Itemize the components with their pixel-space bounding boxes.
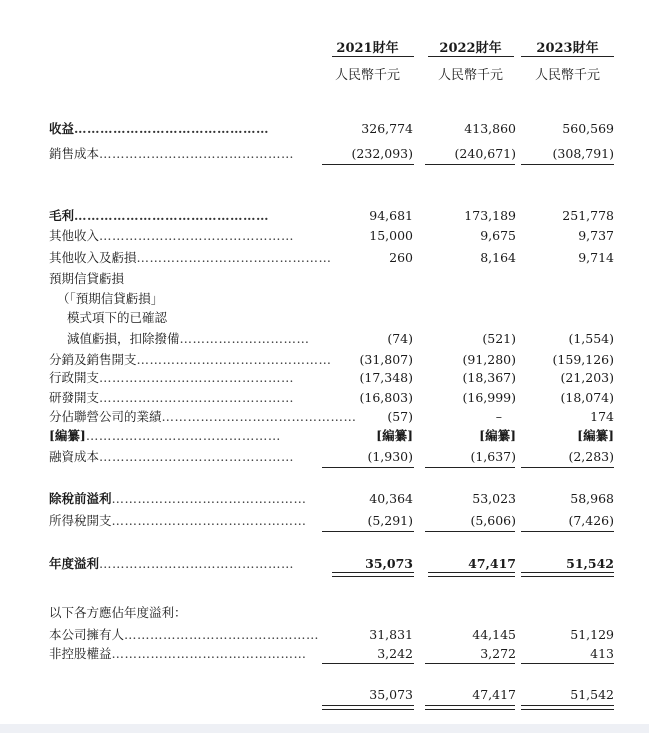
value-2021: 35,073: [365, 556, 413, 571]
value-2022: 3,272: [480, 646, 516, 661]
row-label: 其他收入及虧損………………………………………: [49, 250, 332, 265]
row-label: 本公司擁有人………………………………………: [49, 627, 320, 642]
row-gross-profit: [0, 205, 649, 227]
subtotal-rule: [425, 467, 515, 468]
value-2022: 413,860: [464, 121, 516, 136]
row-other-income: [0, 225, 649, 247]
row-other-gains-losses: [0, 247, 649, 269]
value-2021: (16,803): [359, 390, 413, 405]
value-2021: 3,242: [377, 646, 413, 661]
value-2023: 9,737: [578, 228, 614, 243]
subtotal-rule: [322, 663, 414, 664]
row-label: 行政開支………………………………………: [49, 370, 295, 385]
year-header-2021: 2021財年: [336, 41, 399, 56]
row-label: 分佔聯營公司的業績………………………………………: [49, 409, 357, 424]
value-2021: (1,930): [367, 449, 413, 464]
page-footer-band: [0, 724, 649, 733]
total-double-rule: [428, 572, 515, 577]
row-label: 預期信貸虧損: [49, 271, 125, 286]
value-2023: 251,778: [562, 208, 614, 223]
row-attributable-heading: [0, 602, 649, 624]
value-2022: 9,675: [480, 228, 516, 243]
total-double-rule: [332, 572, 414, 577]
unit-header: 人民幣千元: [534, 68, 600, 83]
row-non-controlling: [0, 643, 649, 665]
subtotal-rule: [322, 467, 414, 468]
value-2021: (17,348): [359, 370, 413, 385]
header-rule: [332, 56, 414, 57]
row-total: [0, 684, 649, 706]
value-2023: (159,126): [552, 352, 614, 367]
value-2021: 40,364: [369, 491, 413, 506]
value-2023: (1,554): [568, 331, 614, 346]
row-label: 所得稅開支………………………………………: [49, 513, 307, 528]
row-label: （「預期信貸虧損」: [57, 291, 164, 306]
row-income-tax: [0, 510, 649, 532]
total-double-rule: [425, 705, 515, 710]
value-2021: 35,073: [369, 687, 413, 702]
value-2022: (240,671): [454, 146, 516, 161]
row-label: 減值虧損，扣除撥備…………………………: [67, 331, 310, 346]
year-header-2022: 2022財年: [439, 41, 502, 56]
subtotal-rule: [521, 467, 614, 468]
subtotal-rule: [521, 531, 614, 532]
value-2021: (232,093): [351, 146, 413, 161]
row-label: 收益………………………………………: [49, 121, 270, 136]
value-2021: (31,807): [359, 352, 413, 367]
subtotal-rule: [425, 663, 515, 664]
value-2023: (18,074): [560, 390, 614, 405]
subtotal-rule: [521, 663, 614, 664]
row-ecl-impairment: [0, 328, 649, 350]
row-label: 非控股權益………………………………………: [49, 646, 307, 661]
row-ecl-line1: [0, 268, 649, 290]
value-2021: 94,681: [369, 208, 413, 223]
subtotal-rule: [521, 164, 614, 165]
subtotal-rule: [322, 164, 414, 165]
value-2021: 326,774: [361, 121, 413, 136]
row-label: 其他收入………………………………………: [49, 228, 295, 243]
row-label: 以下各方應佔年度溢利：: [49, 605, 187, 620]
value-2022: (5,606): [470, 513, 516, 528]
header-rule: [428, 56, 514, 57]
value-2022: (18,367): [462, 370, 516, 385]
value-2023: 51,129: [570, 627, 614, 642]
value-2023: [編纂]: [577, 428, 614, 443]
row-label: 研發開支………………………………………: [49, 390, 295, 405]
value-2023: 174: [590, 409, 614, 424]
subtotal-rule: [425, 164, 515, 165]
value-2022: –: [495, 409, 502, 424]
value-2021: (74): [387, 331, 413, 346]
value-2023: (308,791): [552, 146, 614, 161]
value-2023: 51,542: [566, 556, 614, 571]
value-2022: 47,417: [472, 687, 516, 702]
value-2023: (7,426): [568, 513, 614, 528]
header-rule: [521, 56, 614, 57]
year-header-2023: 2023財年: [536, 41, 599, 56]
value-2022: (91,280): [462, 352, 516, 367]
value-2021: (5,291): [367, 513, 413, 528]
row-ecl-line3: [0, 307, 649, 329]
row-label: 年度溢利………………………………………: [49, 556, 295, 571]
value-2022: (521): [482, 331, 516, 346]
row-finance-costs: [0, 446, 649, 468]
value-2023: 413: [590, 646, 614, 661]
subtotal-rule: [425, 531, 515, 532]
value-2021: (57): [387, 409, 413, 424]
value-2021: 15,000: [369, 228, 413, 243]
row-label: [編纂]………………………………………: [49, 428, 281, 443]
row-cost-of-sales: [0, 143, 649, 165]
value-2022: (1,637): [470, 449, 516, 464]
value-2021: [編纂]: [376, 428, 413, 443]
total-double-rule: [521, 572, 614, 577]
row-profit-before-tax: [0, 488, 649, 510]
value-2023: 51,542: [570, 687, 614, 702]
value-2022: 173,189: [464, 208, 516, 223]
value-2023: (21,203): [560, 370, 614, 385]
value-2022: 44,145: [472, 627, 516, 642]
value-2021: 260: [389, 250, 413, 265]
value-2023: 560,569: [562, 121, 614, 136]
subtotal-rule: [322, 531, 414, 532]
row-label: 模式項下的已確認: [67, 310, 168, 325]
row-admin-expenses: [0, 367, 649, 389]
value-2022: 53,023: [472, 491, 516, 506]
value-2022: (16,999): [462, 390, 516, 405]
value-2022: 47,417: [468, 556, 516, 571]
row-label: 融資成本………………………………………: [49, 449, 295, 464]
row-label: 除稅前溢利………………………………………: [49, 491, 307, 506]
row-label: 銷售成本………………………………………: [49, 146, 295, 161]
total-double-rule: [322, 705, 414, 710]
value-2023: 9,714: [578, 250, 614, 265]
row-redacted: [0, 425, 649, 447]
unit-header: 人民幣千元: [437, 68, 503, 83]
unit-header: 人民幣千元: [334, 68, 400, 83]
value-2022: 8,164: [480, 250, 516, 265]
row-label: 毛利………………………………………: [49, 208, 270, 223]
value-2021: 31,831: [369, 627, 413, 642]
value-2023: (2,283): [568, 449, 614, 464]
total-double-rule: [521, 705, 614, 710]
row-revenue: [0, 118, 649, 140]
value-2023: 58,968: [570, 491, 614, 506]
row-label: 分銷及銷售開支………………………………………: [49, 352, 332, 367]
value-2022: [編纂]: [479, 428, 516, 443]
